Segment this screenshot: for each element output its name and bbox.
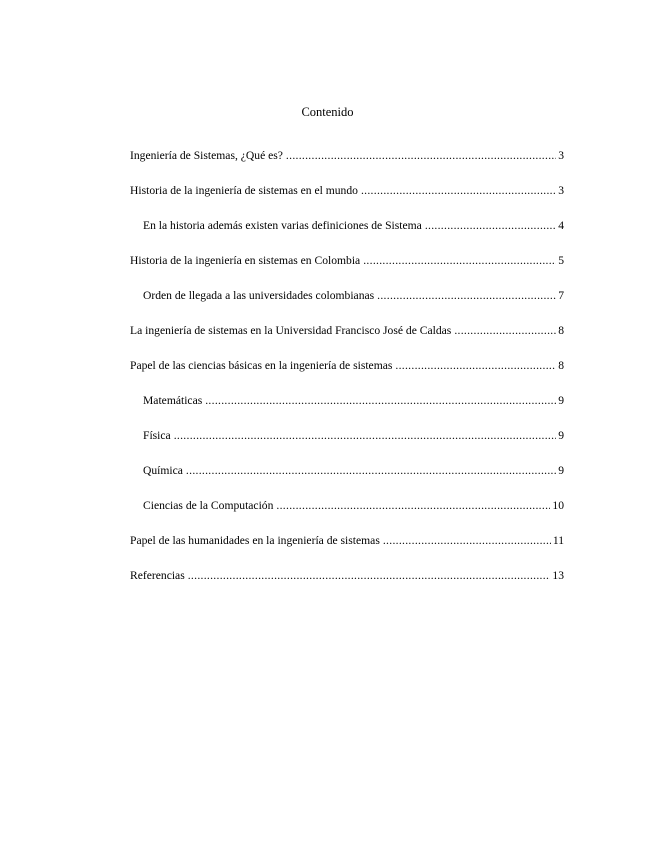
toc-entry-title: La ingeniería de sistemas en la Universidad Francisco José de Caldas xyxy=(130,324,452,337)
dot-leader xyxy=(383,533,551,549)
toc-page-number: 7 xyxy=(558,289,564,302)
toc-page-number: 3 xyxy=(558,149,564,162)
toc-entry-title: Ciencias de la Computación xyxy=(143,499,274,512)
toc-page-number: 13 xyxy=(552,569,564,582)
table-of-contents xyxy=(130,148,564,603)
dot-leader xyxy=(188,568,551,584)
toc-page-number: 9 xyxy=(558,464,564,477)
toc-entry[interactable] xyxy=(130,148,564,183)
toc-page-number: 8 xyxy=(558,324,564,337)
toc-title: Contenido xyxy=(301,105,354,119)
toc-entry[interactable] xyxy=(130,533,564,568)
dot-leader xyxy=(363,253,556,269)
dot-leader xyxy=(395,358,556,374)
toc-entry[interactable] xyxy=(130,218,564,253)
toc-entry-title: Ingeniería de Sistemas, ¿Qué es? xyxy=(130,149,283,162)
toc-entry[interactable] xyxy=(130,428,564,463)
toc-page-number: 9 xyxy=(558,394,564,407)
toc-entry[interactable] xyxy=(130,253,564,288)
toc-entry-title: Referencias xyxy=(130,569,185,582)
toc-entry[interactable] xyxy=(130,393,564,428)
toc-entry[interactable] xyxy=(130,568,564,603)
dot-leader xyxy=(286,148,556,164)
toc-page-number: 5 xyxy=(558,254,564,267)
toc-entry-title: Física xyxy=(143,429,171,442)
toc-page-number: 8 xyxy=(558,359,564,372)
toc-entry[interactable] xyxy=(130,463,564,498)
dot-leader xyxy=(186,463,556,479)
toc-entry-title: Papel de las humanidades en la ingeniería de sistemas xyxy=(130,534,380,547)
toc-entry[interactable] xyxy=(130,498,564,533)
toc-page-number: 4 xyxy=(558,219,564,232)
toc-page-number: 10 xyxy=(552,499,564,512)
toc-entry-title: Orden de llegada a las universidades colombianas xyxy=(143,289,375,302)
dot-leader xyxy=(205,393,556,409)
toc-entry[interactable] xyxy=(130,183,564,218)
dot-leader xyxy=(377,288,556,304)
dot-leader xyxy=(425,218,556,234)
toc-entry-title: En la historia además existen varias definiciones de Sistema xyxy=(143,219,422,232)
toc-entry-title: Historia de la ingeniería de sistemas en el mundo xyxy=(130,184,358,197)
dot-leader xyxy=(276,498,550,514)
toc-entry-title: Papel de las ciencias básicas en la ingeniería de sistemas xyxy=(130,359,393,372)
dot-leader xyxy=(454,323,556,339)
toc-entry[interactable] xyxy=(130,288,564,323)
toc-entry[interactable] xyxy=(130,358,564,393)
toc-page-number: 3 xyxy=(558,184,564,197)
toc-page-number: 11 xyxy=(552,534,564,547)
dot-leader xyxy=(361,183,556,199)
toc-entry[interactable] xyxy=(130,323,564,358)
dot-leader xyxy=(174,428,557,444)
toc-entry-title: Química xyxy=(143,464,183,477)
toc-entry-title: Historia de la ingeniería en sistemas en Colombia xyxy=(130,254,361,267)
toc-page-number: 9 xyxy=(558,429,564,442)
toc-entry-title: Matemáticas xyxy=(143,394,203,407)
